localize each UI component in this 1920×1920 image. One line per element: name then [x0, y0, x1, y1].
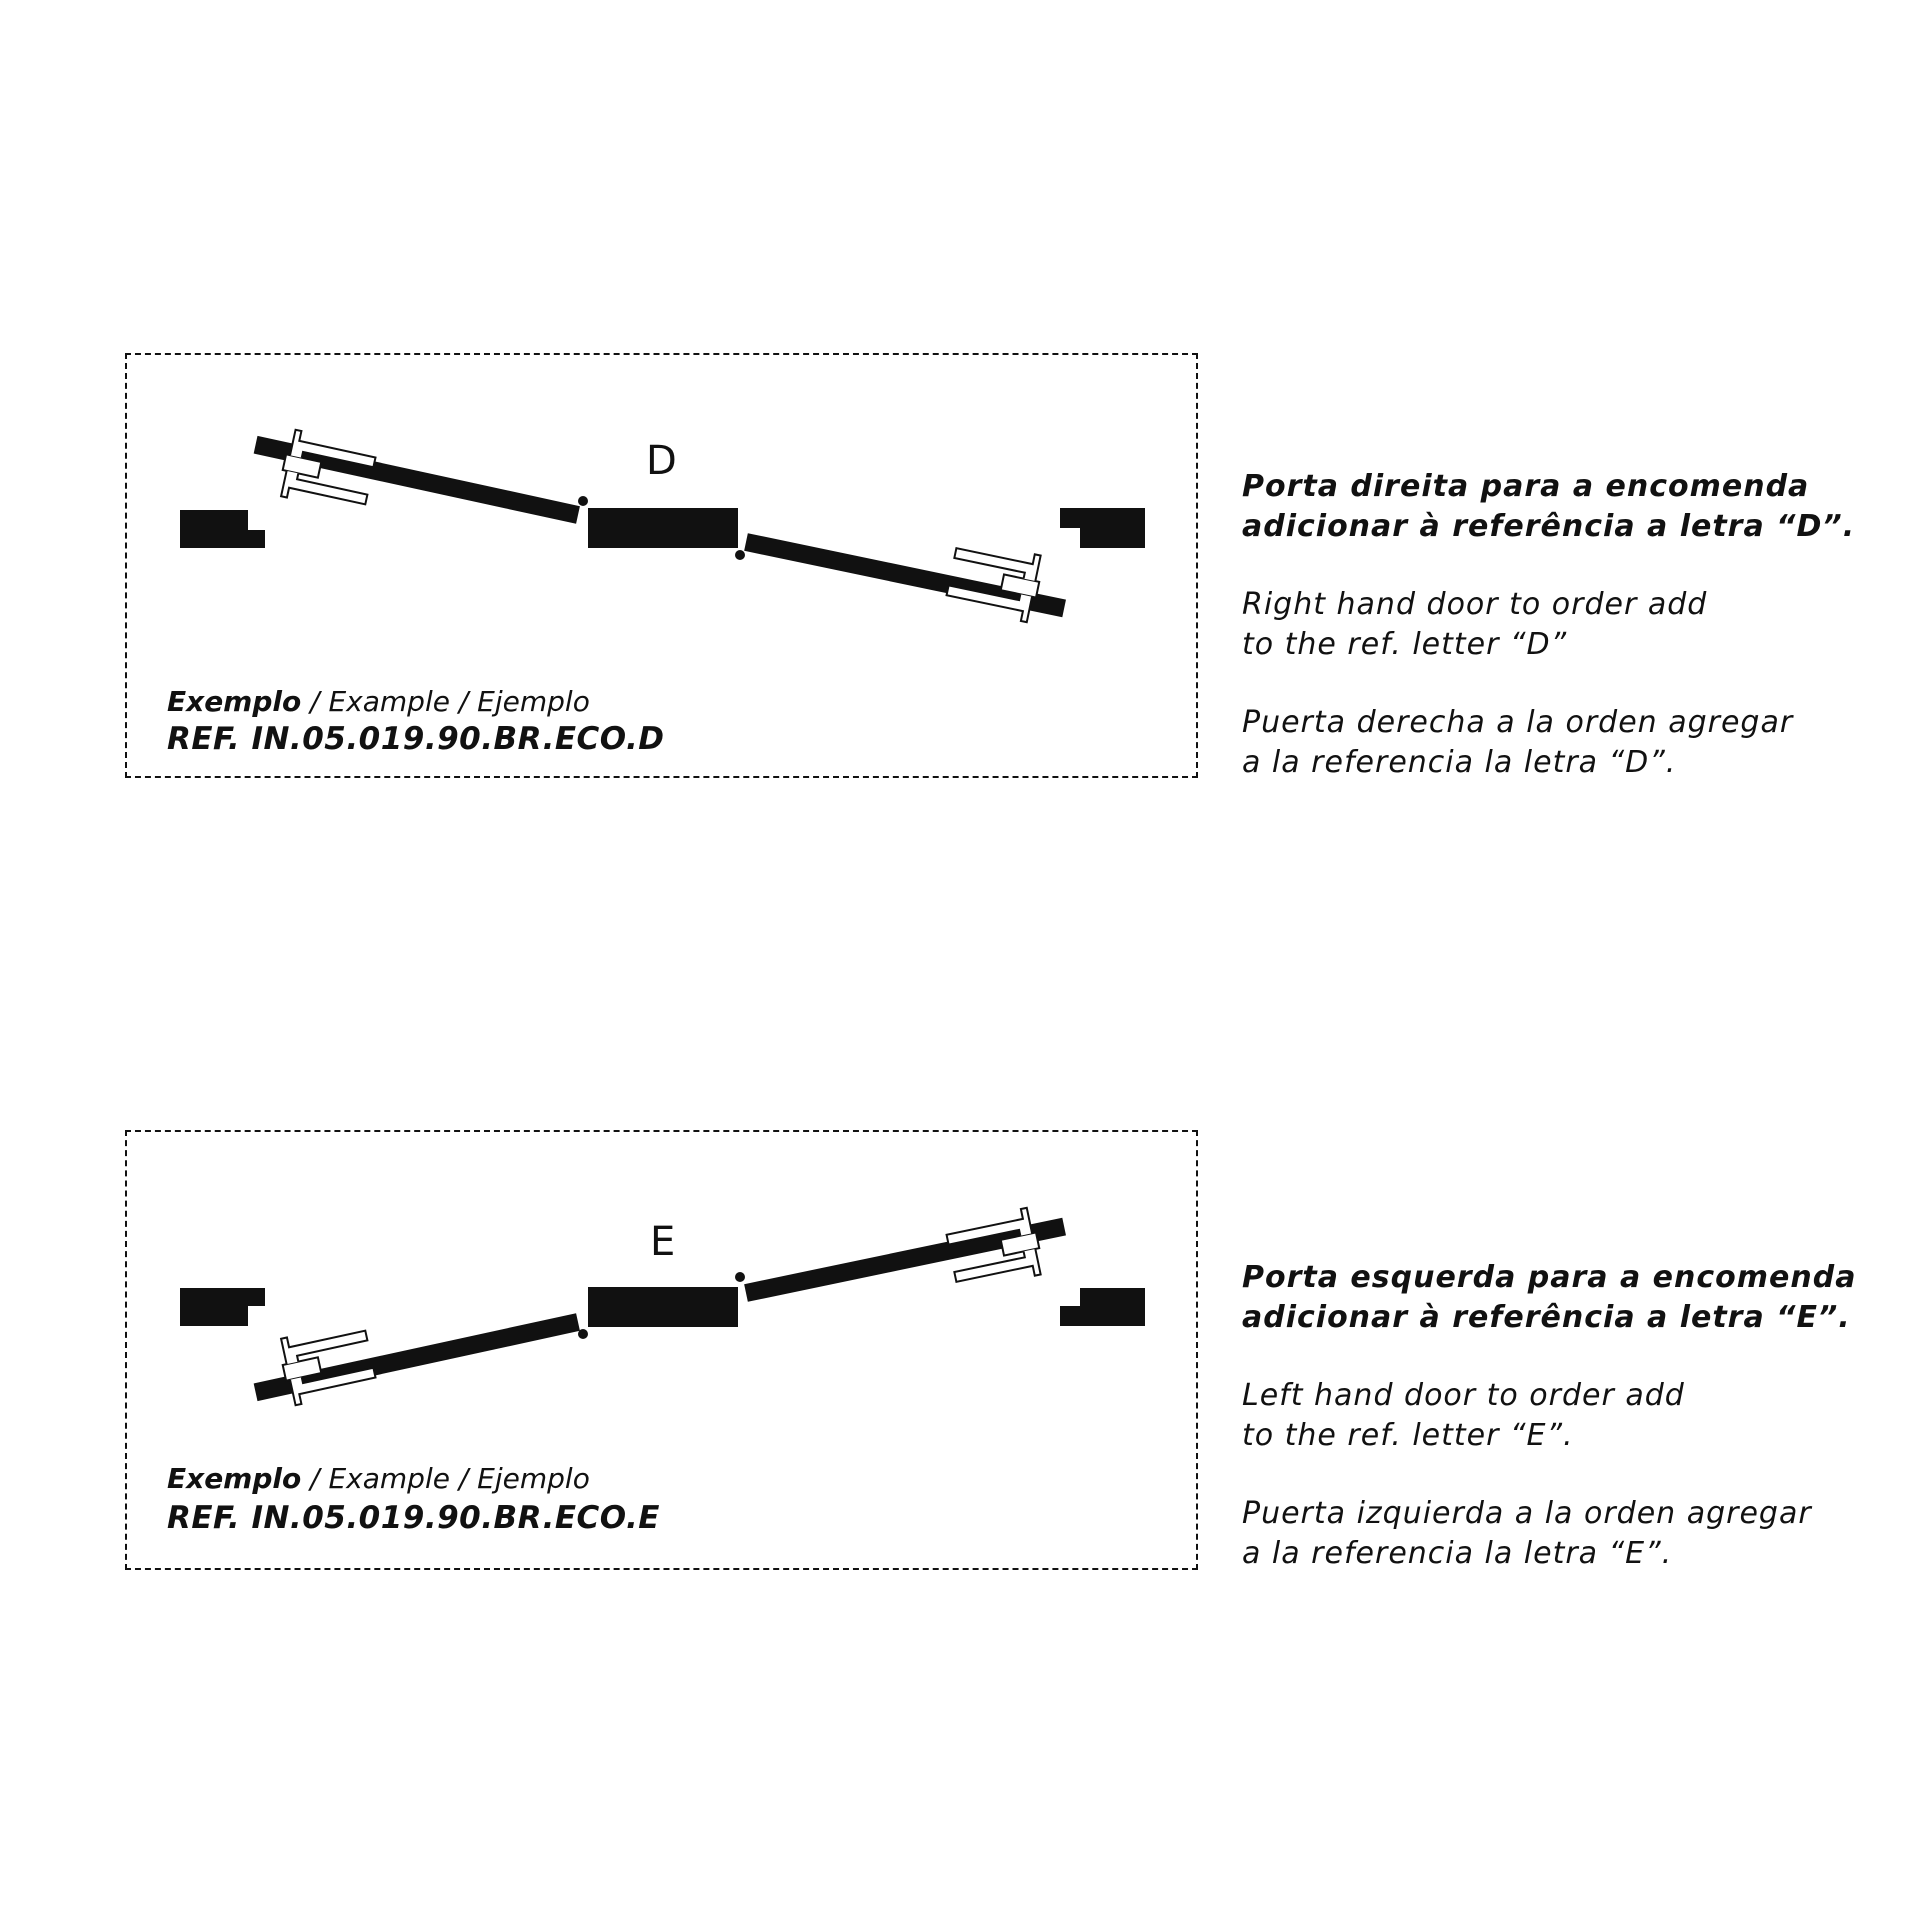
reference-code: REF. IN.05.019.90.BR.ECO.D — [167, 721, 665, 757]
reference-code: REF. IN.05.019.90.BR.ECO.E — [167, 1500, 660, 1536]
example-label — [167, 685, 590, 718]
example-label-translations: / Example / Ejemplo — [301, 685, 590, 718]
desc-es-line-1: Puerta derecha a la orden agregar — [1242, 705, 1794, 740]
example-label-pt: Exemplo — [167, 1462, 302, 1495]
description-es — [1242, 1494, 1882, 1574]
example-label-pt: Exemplo — [167, 685, 302, 718]
desc-pt-line-1: Porta direita para a encomenda — [1242, 469, 1810, 504]
description-pt — [1242, 1258, 1882, 1338]
desc-en-line-1: Right hand door to order add — [1242, 587, 1708, 622]
example-label-translations: / Example / Ejemplo — [301, 1462, 590, 1495]
door-letter-e: E — [650, 1219, 676, 1265]
description-left-hand — [1242, 1258, 1882, 1574]
desc-pt-line-2: adicionar à referência a letra “E”. — [1242, 1300, 1851, 1335]
desc-es-line-1: Puerta izquierda a la orden agregar — [1242, 1496, 1812, 1531]
desc-pt-line-1: Porta esquerda para a encomenda — [1242, 1260, 1857, 1295]
description-es — [1242, 703, 1882, 783]
example-label — [167, 1462, 590, 1495]
example-panel-left-hand — [125, 1130, 1198, 1570]
example-panel-right-hand — [125, 353, 1198, 778]
desc-es-line-2: a la referencia la letra “E”. — [1242, 1536, 1673, 1571]
description-en — [1242, 1376, 1882, 1456]
desc-en-line-1: Left hand door to order add — [1242, 1378, 1685, 1413]
description-pt — [1242, 467, 1882, 547]
desc-en-line-2: to the ref. letter “E”. — [1242, 1418, 1574, 1453]
description-right-hand — [1242, 467, 1882, 783]
description-en — [1242, 585, 1882, 665]
desc-pt-line-2: adicionar à referência a letra “D”. — [1242, 509, 1856, 544]
door-letter-d: D — [646, 438, 677, 484]
desc-es-line-2: a la referencia la letra “D”. — [1242, 745, 1677, 780]
desc-en-line-2: to the ref. letter “D” — [1242, 627, 1568, 662]
